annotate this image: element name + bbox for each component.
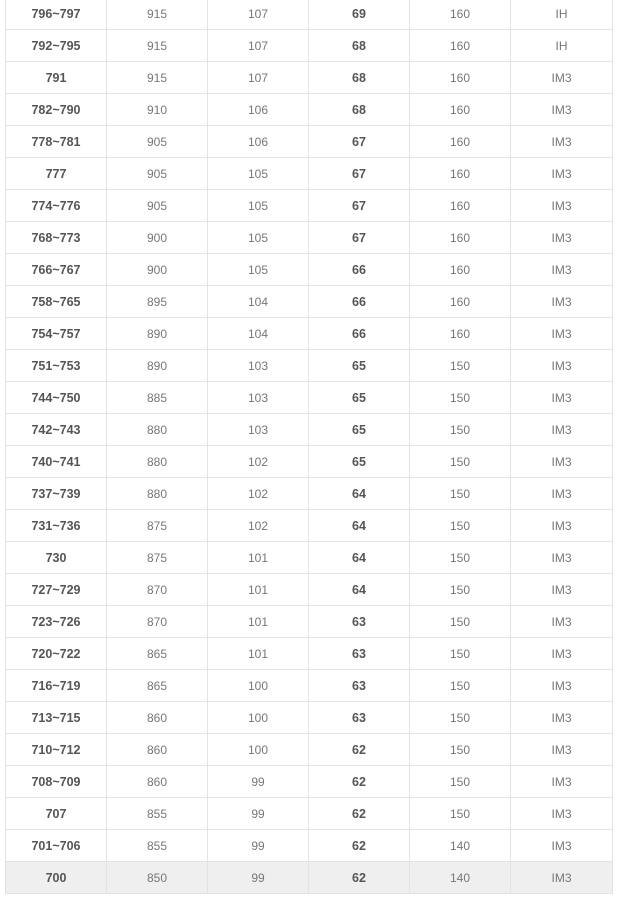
grade-cell: IM3 [511, 94, 613, 126]
table-row [6, 0, 613, 30]
score-range-cell: 777 [6, 158, 107, 190]
value-cell-4: 67 [309, 190, 410, 222]
value-cell-2: 885 [107, 382, 208, 414]
value-cell-3: 100 [208, 670, 309, 702]
grade-cell: IM3 [511, 478, 613, 510]
value-cell-4: 63 [309, 670, 410, 702]
value-cell-4: 63 [309, 606, 410, 638]
value-cell-5: 150 [410, 350, 511, 382]
score-range-cell: 710~712 [6, 734, 107, 766]
value-cell-5: 160 [410, 222, 511, 254]
value-cell-5: 140 [410, 830, 511, 862]
value-cell-3: 103 [208, 414, 309, 446]
grade-cell: IM3 [511, 702, 613, 734]
value-cell-3: 99 [208, 862, 309, 894]
value-cell-4: 66 [309, 254, 410, 286]
value-cell-5: 160 [410, 62, 511, 94]
value-cell-5: 160 [410, 30, 511, 62]
grade-cell: IH [511, 30, 613, 62]
value-cell-2: 915 [107, 0, 208, 30]
value-cell-5: 160 [410, 126, 511, 158]
value-cell-5: 150 [410, 414, 511, 446]
value-cell-2: 900 [107, 254, 208, 286]
value-cell-4: 68 [309, 62, 410, 94]
value-cell-2: 915 [107, 62, 208, 94]
table-row [6, 62, 613, 94]
score-table [5, 0, 613, 894]
table-row [6, 798, 613, 830]
grade-cell: IM3 [511, 254, 613, 286]
value-cell-3: 106 [208, 126, 309, 158]
value-cell-4: 67 [309, 158, 410, 190]
value-cell-4: 63 [309, 638, 410, 670]
grade-cell: IM3 [511, 766, 613, 798]
value-cell-3: 99 [208, 798, 309, 830]
value-cell-4: 68 [309, 94, 410, 126]
value-cell-4: 62 [309, 830, 410, 862]
value-cell-3: 105 [208, 254, 309, 286]
table-row [6, 94, 613, 126]
value-cell-2: 905 [107, 158, 208, 190]
score-range-cell: 723~726 [6, 606, 107, 638]
grade-cell: IM3 [511, 190, 613, 222]
value-cell-3: 105 [208, 190, 309, 222]
value-cell-4: 62 [309, 766, 410, 798]
value-cell-4: 63 [309, 702, 410, 734]
value-cell-2: 870 [107, 574, 208, 606]
grade-cell: IM3 [511, 862, 613, 894]
value-cell-4: 66 [309, 286, 410, 318]
value-cell-5: 150 [410, 734, 511, 766]
value-cell-5: 150 [410, 574, 511, 606]
value-cell-5: 150 [410, 798, 511, 830]
value-cell-4: 64 [309, 510, 410, 542]
value-cell-3: 102 [208, 510, 309, 542]
score-range-cell: 730 [6, 542, 107, 574]
value-cell-3: 105 [208, 158, 309, 190]
value-cell-2: 875 [107, 542, 208, 574]
table-row [6, 222, 613, 254]
value-cell-2: 855 [107, 798, 208, 830]
value-cell-2: 860 [107, 766, 208, 798]
value-cell-5: 140 [410, 862, 511, 894]
value-cell-3: 99 [208, 830, 309, 862]
value-cell-4: 69 [309, 0, 410, 30]
value-cell-5: 160 [410, 190, 511, 222]
value-cell-4: 65 [309, 382, 410, 414]
table-row [6, 446, 613, 478]
table-row [6, 574, 613, 606]
table-row [6, 734, 613, 766]
value-cell-3: 104 [208, 318, 309, 350]
value-cell-2: 900 [107, 222, 208, 254]
value-cell-5: 160 [410, 286, 511, 318]
value-cell-5: 160 [410, 0, 511, 30]
grade-cell: IM3 [511, 414, 613, 446]
score-range-cell: 720~722 [6, 638, 107, 670]
score-range-cell: 768~773 [6, 222, 107, 254]
value-cell-3: 100 [208, 702, 309, 734]
value-cell-5: 150 [410, 510, 511, 542]
score-range-cell: 707 [6, 798, 107, 830]
value-cell-3: 103 [208, 382, 309, 414]
value-cell-4: 66 [309, 318, 410, 350]
table-row [6, 158, 613, 190]
score-range-cell: 737~739 [6, 478, 107, 510]
score-range-cell: 778~781 [6, 126, 107, 158]
score-range-cell: 713~715 [6, 702, 107, 734]
value-cell-2: 895 [107, 286, 208, 318]
value-cell-5: 160 [410, 254, 511, 286]
table-row [6, 478, 613, 510]
value-cell-3: 102 [208, 446, 309, 478]
value-cell-5: 160 [410, 318, 511, 350]
score-range-cell: 740~741 [6, 446, 107, 478]
score-range-cell: 754~757 [6, 318, 107, 350]
value-cell-3: 103 [208, 350, 309, 382]
table-row [6, 126, 613, 158]
table-row [6, 830, 613, 862]
grade-cell: IM3 [511, 830, 613, 862]
value-cell-2: 875 [107, 510, 208, 542]
grade-cell: IM3 [511, 318, 613, 350]
value-cell-4: 65 [309, 414, 410, 446]
table-row [6, 286, 613, 318]
value-cell-2: 860 [107, 734, 208, 766]
table-row [6, 30, 613, 62]
value-cell-3: 104 [208, 286, 309, 318]
value-cell-3: 101 [208, 638, 309, 670]
table-row [6, 702, 613, 734]
value-cell-2: 880 [107, 414, 208, 446]
value-cell-3: 101 [208, 574, 309, 606]
table-row [6, 766, 613, 798]
score-range-cell: 758~765 [6, 286, 107, 318]
value-cell-3: 101 [208, 606, 309, 638]
value-cell-4: 65 [309, 350, 410, 382]
grade-cell: IM3 [511, 606, 613, 638]
score-range-cell: 744~750 [6, 382, 107, 414]
score-range-cell: 791 [6, 62, 107, 94]
table-row [6, 382, 613, 414]
score-range-cell: 796~797 [6, 0, 107, 30]
table-row [6, 414, 613, 446]
grade-cell: IM3 [511, 446, 613, 478]
value-cell-4: 64 [309, 478, 410, 510]
score-range-cell: 716~719 [6, 670, 107, 702]
grade-cell: IM3 [511, 126, 613, 158]
value-cell-2: 865 [107, 638, 208, 670]
grade-cell: IH [511, 0, 613, 30]
value-cell-3: 99 [208, 766, 309, 798]
value-cell-2: 850 [107, 862, 208, 894]
value-cell-2: 890 [107, 318, 208, 350]
value-cell-4: 67 [309, 126, 410, 158]
grade-cell: IM3 [511, 798, 613, 830]
score-range-cell: 727~729 [6, 574, 107, 606]
score-range-cell: 742~743 [6, 414, 107, 446]
grade-cell: IM3 [511, 350, 613, 382]
value-cell-3: 101 [208, 542, 309, 574]
value-cell-5: 150 [410, 702, 511, 734]
value-cell-3: 106 [208, 94, 309, 126]
table-row [6, 542, 613, 574]
value-cell-5: 150 [410, 446, 511, 478]
score-range-cell: 731~736 [6, 510, 107, 542]
score-range-cell: 792~795 [6, 30, 107, 62]
score-table-body [6, 0, 613, 894]
value-cell-4: 67 [309, 222, 410, 254]
score-range-cell: 766~767 [6, 254, 107, 286]
value-cell-4: 62 [309, 734, 410, 766]
value-cell-3: 102 [208, 478, 309, 510]
value-cell-2: 905 [107, 126, 208, 158]
table-row [6, 190, 613, 222]
value-cell-5: 150 [410, 670, 511, 702]
value-cell-4: 62 [309, 798, 410, 830]
score-range-cell: 782~790 [6, 94, 107, 126]
grade-cell: IM3 [511, 574, 613, 606]
value-cell-5: 150 [410, 606, 511, 638]
value-cell-4: 62 [309, 862, 410, 894]
value-cell-3: 107 [208, 30, 309, 62]
value-cell-4: 64 [309, 542, 410, 574]
table-row [6, 318, 613, 350]
grade-cell: IM3 [511, 734, 613, 766]
value-cell-5: 150 [410, 766, 511, 798]
value-cell-2: 915 [107, 30, 208, 62]
value-cell-3: 107 [208, 62, 309, 94]
table-row [6, 254, 613, 286]
grade-cell: IM3 [511, 222, 613, 254]
table-row [6, 606, 613, 638]
table-row [6, 638, 613, 670]
value-cell-5: 160 [410, 94, 511, 126]
value-cell-2: 890 [107, 350, 208, 382]
table-row [6, 862, 613, 894]
value-cell-3: 107 [208, 0, 309, 30]
value-cell-5: 160 [410, 158, 511, 190]
value-cell-2: 880 [107, 446, 208, 478]
value-cell-3: 100 [208, 734, 309, 766]
grade-cell: IM3 [511, 382, 613, 414]
grade-cell: IM3 [511, 510, 613, 542]
table-row [6, 510, 613, 542]
value-cell-4: 68 [309, 30, 410, 62]
value-cell-2: 855 [107, 830, 208, 862]
grade-cell: IM3 [511, 286, 613, 318]
score-range-cell: 774~776 [6, 190, 107, 222]
value-cell-5: 150 [410, 478, 511, 510]
value-cell-5: 150 [410, 382, 511, 414]
value-cell-2: 860 [107, 702, 208, 734]
value-cell-2: 905 [107, 190, 208, 222]
value-cell-3: 105 [208, 222, 309, 254]
value-cell-2: 870 [107, 606, 208, 638]
table-row [6, 670, 613, 702]
grade-cell: IM3 [511, 542, 613, 574]
grade-cell: IM3 [511, 158, 613, 190]
score-table-container [5, 0, 612, 894]
score-range-cell: 708~709 [6, 766, 107, 798]
grade-cell: IM3 [511, 62, 613, 94]
value-cell-5: 150 [410, 542, 511, 574]
value-cell-4: 64 [309, 574, 410, 606]
value-cell-2: 865 [107, 670, 208, 702]
value-cell-4: 65 [309, 446, 410, 478]
score-range-cell: 701~706 [6, 830, 107, 862]
grade-cell: IM3 [511, 670, 613, 702]
score-range-cell: 700 [6, 862, 107, 894]
table-row [6, 350, 613, 382]
grade-cell: IM3 [511, 638, 613, 670]
score-range-cell: 751~753 [6, 350, 107, 382]
value-cell-5: 150 [410, 638, 511, 670]
value-cell-2: 880 [107, 478, 208, 510]
value-cell-2: 910 [107, 94, 208, 126]
